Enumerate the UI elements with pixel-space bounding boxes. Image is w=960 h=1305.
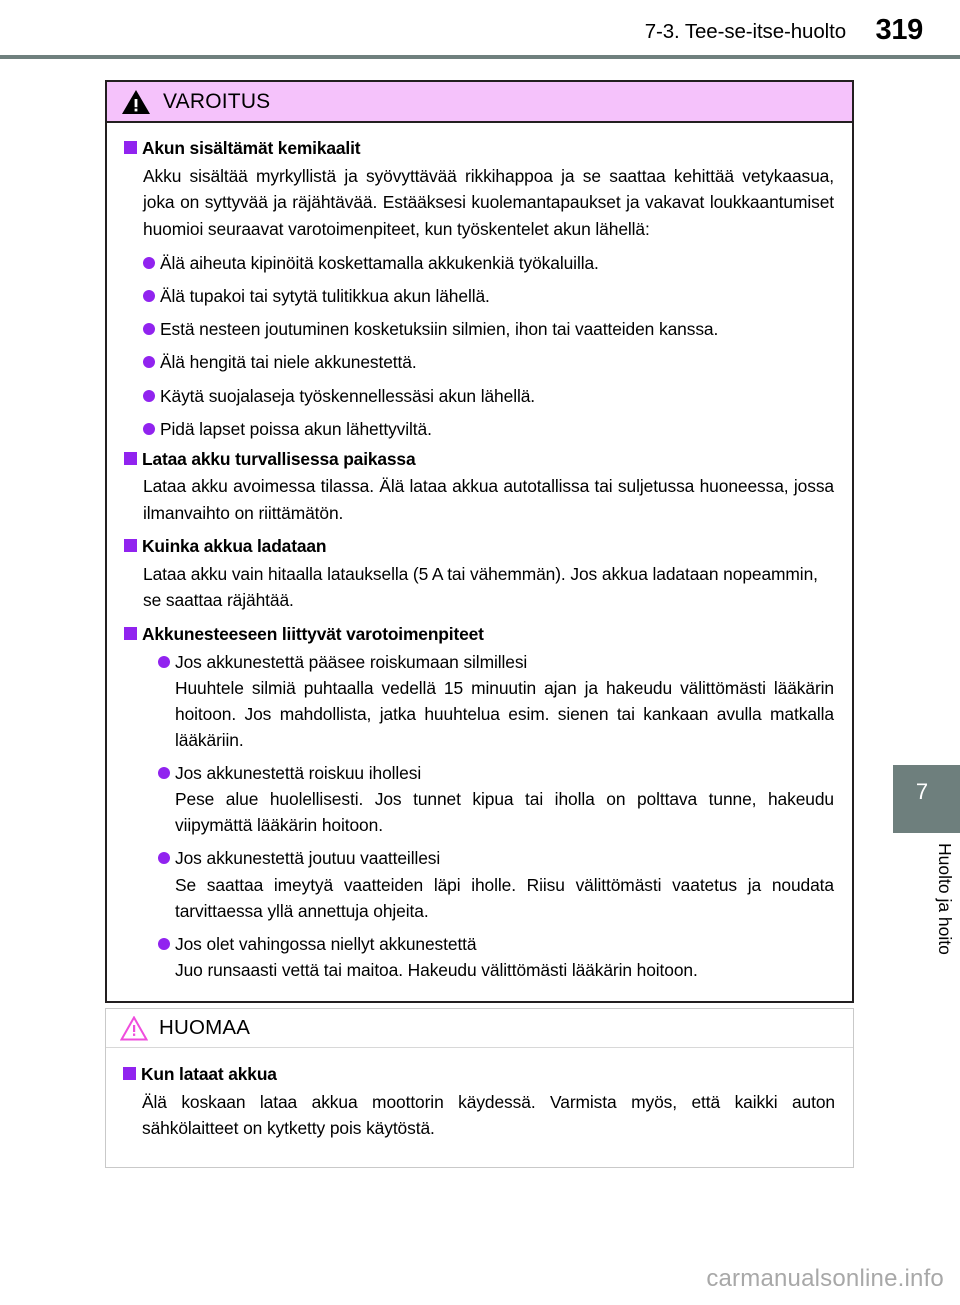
list-item: [143, 416, 834, 442]
list-item: [158, 931, 834, 983]
list-item-text: Käytä suojalaseja työskennellessäsi akun lähellä.: [160, 385, 536, 406]
list-item-body: Pese alue huolellisesti. Jos tunnet kipua tai iholla on polttava tunne, hakeudu viipymättä lääkärin hoitoon.: [175, 789, 834, 836]
list-item: [143, 316, 834, 342]
list-item-text: Pidä lapset poissa akun lähettyviltä.: [160, 418, 432, 439]
list-item-title: Jos akkunestettä pääsee roiskumaan silmillesi: [175, 651, 528, 672]
warning-box-body: [107, 123, 852, 1001]
round-bullet-icon: [143, 257, 155, 269]
section-heading: [123, 1062, 835, 1087]
list-item: [143, 283, 834, 309]
round-bullet-icon: [143, 356, 155, 368]
round-bullet-icon: [143, 390, 155, 402]
page-header: [0, 14, 960, 54]
list-item-body: Huuhtele silmiä puhtaalla vedellä 15 minuutin ajan ja hakeudu välittömästi lääkärin hoitoon. Jos mahdollista, jatka huuhtelua esim. sienen tai kankaan avulla matkalla lääkäriin.: [175, 677, 834, 750]
square-bullet-icon: [123, 1067, 136, 1080]
list-item-text: Älä aiheuta kipinöitä koskettamalla akkukenkiä työkaluilla.: [160, 253, 599, 274]
section-heading-text: Lataa akku turvallisessa paikassa: [142, 448, 416, 469]
list-item-body: Juo runsaasti vettä tai maitoa. Hakeudu välittömästi lääkärin hoitoon.: [175, 959, 698, 980]
list-item: [143, 349, 834, 375]
page-number: 319: [875, 14, 923, 46]
warning-box-title: VAROITUS: [163, 89, 271, 113]
list-item-title: Jos akkunestettä joutuu vaatteillesi: [175, 848, 441, 869]
section-heading-text: Akun sisältämät kemikaalit: [142, 138, 361, 158]
section-paragraph: Lataa akku avoimessa tilassa. Älä lataa akkua autotallissa tai suljetussa huoneessa, jossa ilmanvaihto on riittämätön.: [143, 476, 834, 523]
warning-bullet-list: [124, 250, 834, 442]
section-paragraph: Älä koskaan lataa akkua moottorin käydessä. Varmista myös, että kaikki auton sähkölaitteet on kytketty pois käytöstä.: [142, 1091, 835, 1139]
chapter-tab-number: 7: [915, 779, 929, 804]
section-heading: [124, 447, 834, 472]
list-item-title: Jos akkunestettä roiskuu ihollesi: [175, 763, 422, 784]
list-item: [158, 845, 834, 923]
round-bullet-icon: [158, 656, 170, 668]
warning-triangle-outline-icon: [120, 1016, 148, 1041]
round-bullet-icon: [158, 852, 170, 864]
header-divider: [0, 55, 960, 59]
section-heading: [124, 136, 834, 161]
warning-box-header: [107, 82, 852, 123]
round-bullet-icon: [143, 423, 155, 435]
warning-sub-bullet-list: [124, 649, 834, 983]
round-bullet-icon: [158, 938, 170, 950]
square-bullet-icon: [124, 141, 137, 154]
section-heading: [124, 622, 834, 647]
list-item-body: Se saattaa imeytyä vaatteiden läpi iholle. Riisu välittömästi vaatetus ja noudata tarvittaessa yllä annettuja ohjeita.: [175, 874, 834, 921]
watermark: carmanualsonline.info: [706, 1265, 944, 1292]
square-bullet-icon: [124, 539, 137, 552]
list-item: [143, 250, 834, 276]
section-heading: [124, 534, 834, 559]
list-item-text: Älä hengitä tai niele akkunestettä.: [160, 352, 417, 373]
section-heading-text: Kun lataat akkua: [141, 1064, 277, 1084]
round-bullet-icon: [158, 767, 170, 779]
square-bullet-icon: [124, 452, 137, 465]
breadcrumb-chapter: 7-3. Tee-se-itse-huolto: [644, 20, 846, 43]
section-heading-text: Kuinka akkua ladataan: [142, 536, 327, 557]
warning-box: [105, 80, 854, 1003]
notice-box-header: [106, 1009, 853, 1048]
list-item-text: Estä nesteen joutuminen kosketuksiin silmien, ihon tai vaatteiden kanssa.: [160, 319, 719, 340]
notice-box-body: [106, 1048, 853, 1167]
chapter-tab-label: Huolto ja hoito: [935, 843, 955, 955]
list-item: [158, 760, 834, 838]
round-bullet-icon: [143, 323, 155, 335]
list-item: [158, 649, 834, 753]
square-bullet-icon: [124, 627, 137, 640]
round-bullet-icon: [143, 290, 155, 302]
section-heading-text: Akkunesteeseen liittyvät varotoimenpiteet: [142, 623, 484, 644]
notice-box-title: HUOMAA: [159, 1016, 251, 1039]
chapter-tab: [893, 765, 960, 833]
notice-box: [105, 1008, 854, 1168]
list-item: [143, 383, 834, 409]
section-paragraph: Lataa akku vain hitaalla latauksella (5 A tai vähemmän). Jos akkua ladataan nopeammin, se saattaa räjähtää.: [143, 564, 818, 611]
section-paragraph: Akku sisältää myrkyllistä ja syövyttävää rikkihappoa ja se saattaa kehittää vetykaasua, joka on syttyvää ja räjähtävää. Estääksesi kuolemantapaukset ja vakavat loukkaantumiset huomioi seuraavat varotoimenpiteet, kun työskentelet akun lähellä:: [143, 165, 834, 239]
warning-triangle-solid-icon: [121, 89, 151, 115]
list-item-title: Jos olet vahingossa niellyt akkunestettä: [175, 933, 477, 954]
list-item-text: Älä tupakoi tai sytytä tulitikkua akun lähellä.: [160, 286, 490, 307]
